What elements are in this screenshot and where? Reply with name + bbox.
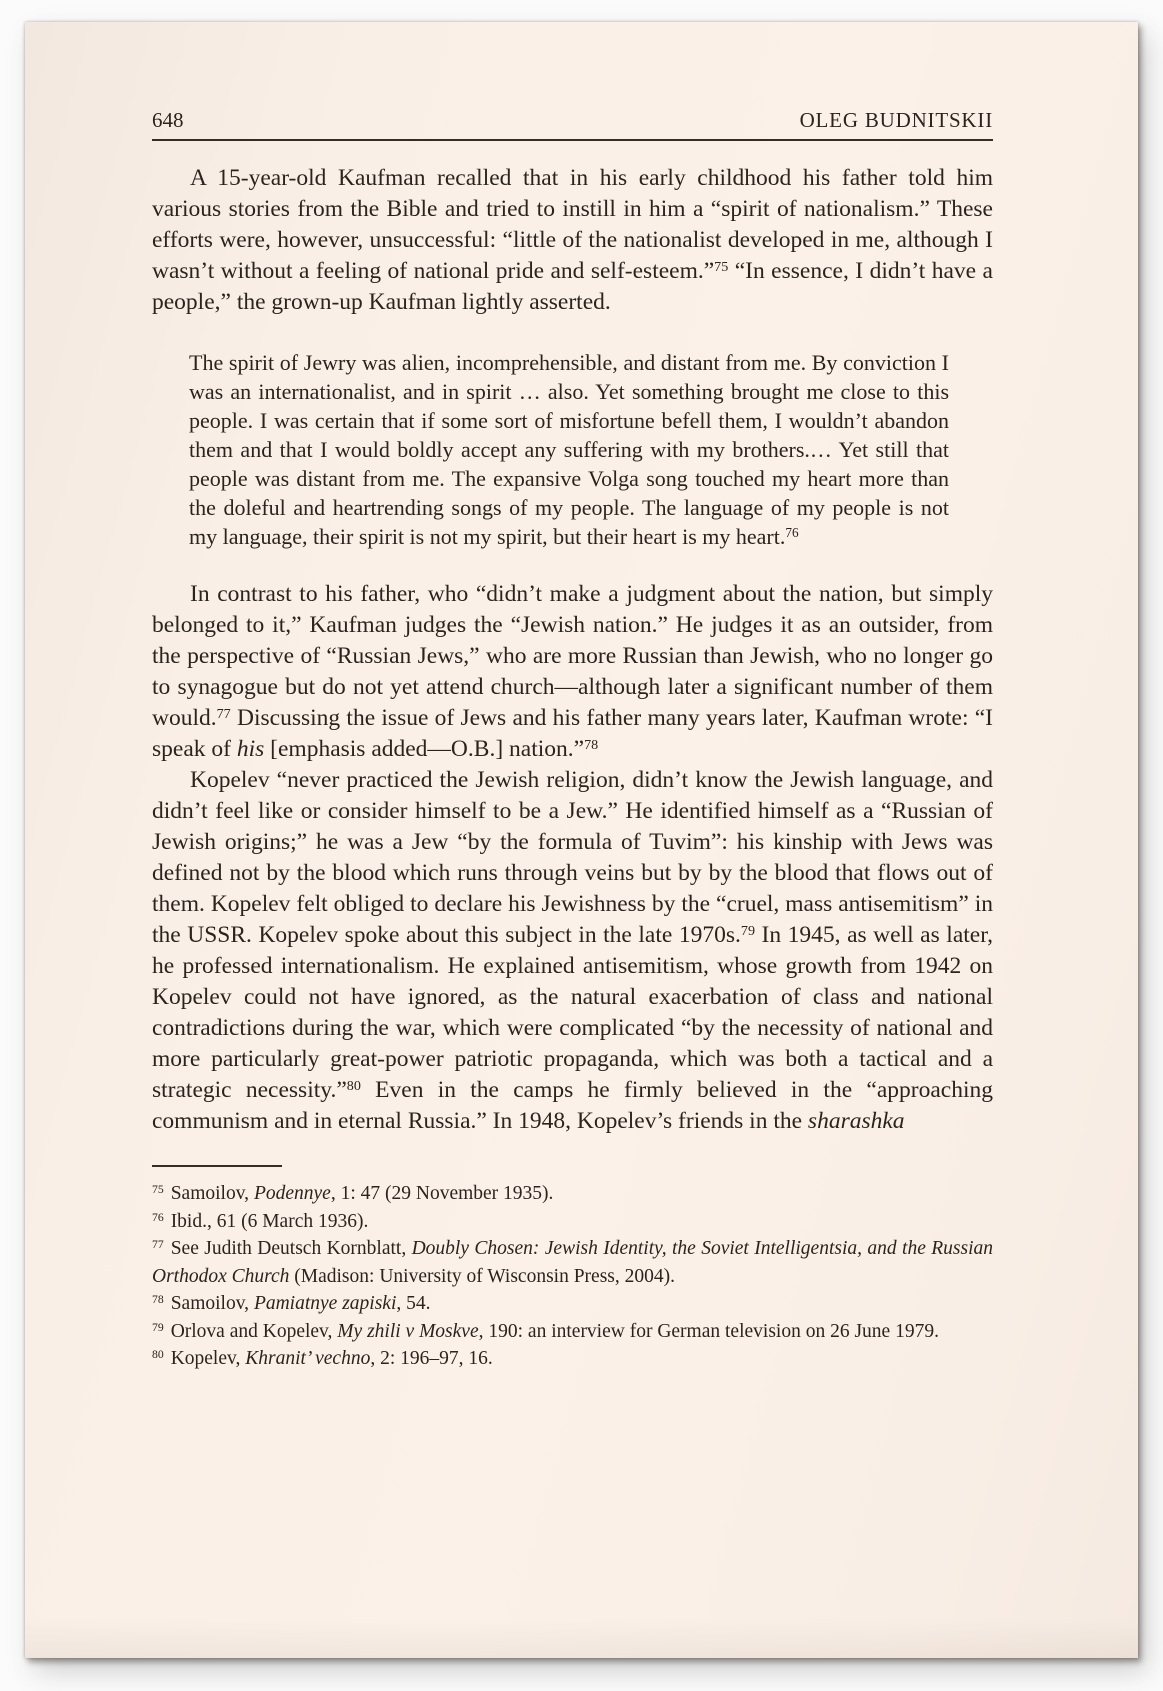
footnote-number: 77 (152, 1238, 164, 1252)
text-run: , 54. (396, 1293, 431, 1314)
footnote-marker: 80 (346, 1077, 361, 1094)
text-run: [emphasis added—O.B.] nation.” (264, 736, 585, 762)
page-number: 648 (152, 108, 184, 132)
paragraph-kaufman-childhood (152, 163, 993, 318)
italic-text: Khranit’ vechno (245, 1348, 371, 1369)
text-run: , 2: 196–97, 16. (370, 1348, 493, 1369)
page-body (152, 163, 993, 1137)
italic-text: Podennye (253, 1183, 331, 1204)
text-run: Ibid., 61 (6 March 1936). (170, 1210, 369, 1232)
footnote-79 (152, 1318, 993, 1346)
footnote-number: 80 (152, 1348, 164, 1362)
text-run: , 1: 47 (29 November 1935). (330, 1183, 554, 1204)
text-run: See Judith Deutsch Kornblatt, (170, 1238, 412, 1259)
text-run: Samoilov, (170, 1183, 254, 1204)
footnote-list (152, 1180, 993, 1373)
text-run: Even in the camps he firmly believed in the “approaching communism and in eternal Russia.” In 1948, Kopelev’s friends in the (152, 1077, 993, 1134)
text-run: In 1945, as well as later, he professed internationalism. He explained antisemitism, whose growth from 1942 on Kopelev could not have ignored, as the natural exacerbation of class and national contradictions during the war, which were complicated “by the necessity of national and more particularly great-power patriotic propaganda, which was both a tactical and a strategic necessity.” (152, 922, 993, 1103)
footnote-marker: 79 (740, 922, 755, 939)
footnote-number: 78 (152, 1293, 164, 1307)
footnote-marker: 76 (785, 525, 799, 541)
footnote-number: 79 (152, 1320, 164, 1334)
block-quote-spirit-of-jewry (189, 348, 949, 551)
footnote-76 (152, 1208, 993, 1236)
paragraph-kopelev (152, 765, 993, 1137)
italic-text: his (236, 736, 265, 762)
text-run: , 190: an interview for German television on 26 June 1979. (478, 1320, 939, 1342)
text-run: Kopelev, (170, 1348, 246, 1369)
footnotes-section (152, 1165, 993, 1373)
footnote-78 (152, 1290, 993, 1318)
running-title: OLEG BUDNITSKII (799, 108, 993, 132)
text-run: Kopelev “never practiced the Jewish religion, didn’t know the Jewish language, and didn’t feel like or consider himself to be a Jew.” He identified himself as a “Russian of Jewish origins;” he was a Jew “by the formula of Tuvim”: his kinship with Jews was defined not by the blood which runs through veins but by by the blood that flows out of them. Kopelev felt obliged to declare his Jewishness by the “cruel, mass antisemitism” in the USSR. Kopelev spoke about this subject in the late 1970s. (152, 767, 993, 948)
footnote-number: 76 (152, 1210, 164, 1224)
italic-text: My zhili v Moskve (337, 1320, 479, 1342)
text-run: Samoilov, (170, 1293, 254, 1314)
footnote-80 (152, 1345, 993, 1373)
footnote-75 (152, 1180, 993, 1208)
page-header (152, 108, 993, 141)
italic-text: Pamiatnye zapiski (253, 1293, 397, 1314)
footnote-77 (152, 1235, 993, 1290)
text-run: The spirit of Jewry was alien, incomprehensible, and distant from me. By conviction I was an internationalist, and in spirit … also. Yet something brought me close to this people. I was certain that if some sort of misfortune befell them, I wouldn’t abandon them and that I would boldly accept any suffering with my brothers.… Yet still that people was distant from me. The expansive Volga song touched my heart more than the doleful and heartrending songs of my people. The language of my people is not my language, their spirit is not my spirit, but their heart is my heart. (189, 350, 949, 549)
footnote-marker: 78 (584, 736, 599, 753)
footnote-divider (152, 1165, 282, 1167)
footnote-number: 75 (152, 1183, 164, 1197)
text-run: “In essence, I didn’t have a people,” the grown-up Kaufman lightly asserted. (152, 258, 993, 315)
text-run: In contrast to his father, who “didn’t make a judgment about the nation, but simply belonged to it,” Kaufman judges the “Jewish nation.” He judges it as an outsider, from the perspective of “Russian Jews,” who are more Russian than Jewish, who no longer go to synagogue but do not yet attend church—although later a significant number of them would. (152, 581, 993, 731)
text-run: Discussing the issue of Jews and his father many years later, Kaufman wrote: “I speak of (152, 705, 993, 762)
italic-text: sharashka (807, 1108, 905, 1134)
page-content (152, 108, 993, 1373)
footnote-marker: 75 (714, 258, 729, 275)
text-run: (Madison: University of Wisconsin Press, 2004). (289, 1265, 675, 1287)
text-run: Orlova and Kopelev, (170, 1320, 338, 1342)
book-page (25, 22, 1138, 1658)
italic-text: Doubly Chosen: Jewish Identity, the Soviet Intelligentsia, and the Russian Orthodox Church (152, 1238, 993, 1287)
text-run: A 15-year-old Kaufman recalled that in his early childhood his father told him various stories from the Bible and tried to instill in him a “spirit of nationalism.” These efforts were, however, unsuccessful: “little of the nationalist developed in me, although I wasn’t without a feeling of national pride and self-esteem.” (152, 165, 993, 284)
footnote-marker: 77 (216, 705, 231, 722)
paragraph-kaufman-judges (152, 579, 993, 765)
